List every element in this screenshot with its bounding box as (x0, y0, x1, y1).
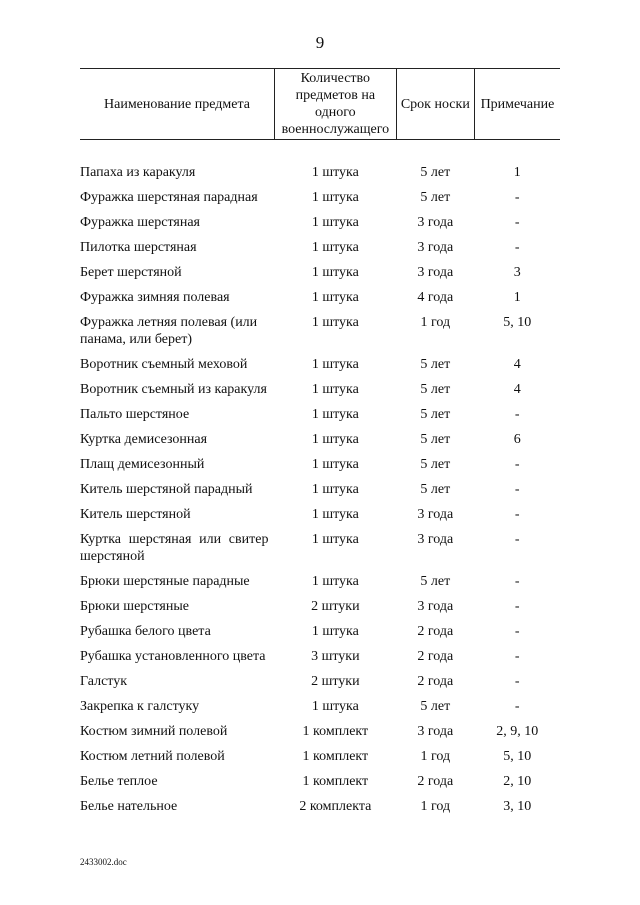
item-note: 3, 10 (503, 799, 532, 814)
item-note: - (514, 190, 520, 205)
items-table (80, 68, 560, 819)
item-quantity: 1 штука (311, 624, 359, 639)
item-note: - (514, 407, 520, 422)
item-term: 1 год (420, 749, 451, 764)
item-note: - (514, 507, 520, 522)
page-number: 9 (315, 33, 325, 52)
table-row (80, 719, 560, 744)
table-row (80, 452, 560, 477)
table-row (80, 569, 560, 594)
item-note: - (514, 457, 520, 472)
item-term: 2 года (417, 649, 454, 664)
item-term: 5 лет (420, 190, 451, 205)
item-note: - (514, 215, 520, 230)
item-term: 5 лет (420, 382, 451, 397)
table-row (80, 310, 560, 352)
header-term: Срок носки (396, 69, 474, 140)
item-name: Воротник съемный меховой (80, 357, 248, 372)
table-row (80, 352, 560, 377)
item-term: 3 года (417, 215, 454, 230)
item-name: Белье теплое (80, 774, 158, 789)
item-term: 4 года (417, 290, 454, 305)
table-row (80, 185, 560, 210)
item-note: 3 (513, 265, 521, 280)
item-name: Фуражка зимняя полевая (80, 290, 230, 305)
table-row (80, 527, 560, 569)
item-name: Фуражка шерстяная (80, 215, 200, 230)
table-row (80, 769, 560, 794)
item-name: Куртка шерстяная или свитер шерстяной (80, 532, 269, 564)
table-row (80, 477, 560, 502)
item-note: - (514, 699, 520, 714)
item-term: 3 года (417, 240, 454, 255)
table-row (80, 694, 560, 719)
item-note: 6 (513, 432, 521, 447)
item-term: 1 год (420, 799, 451, 814)
item-quantity: 2 комплекта (299, 799, 372, 814)
item-name: Закрепка к галстуку (80, 699, 200, 714)
item-name: Фуражка летняя полевая (или панама, или берет) (80, 315, 258, 347)
header-note: Примечание (474, 69, 560, 140)
table-row (80, 285, 560, 310)
item-quantity: 2 штуки (311, 674, 360, 689)
item-term: 5 лет (420, 457, 451, 472)
item-quantity: 1 штука (311, 432, 359, 447)
item-quantity: 1 штука (311, 382, 359, 397)
item-term: 5 лет (420, 482, 451, 497)
item-quantity: 1 штука (311, 240, 359, 255)
item-note: - (514, 649, 520, 664)
table-row (80, 160, 560, 185)
item-term: 5 лет (420, 165, 451, 180)
table-row (80, 594, 560, 619)
table-row (80, 502, 560, 527)
item-note: 4 (513, 382, 521, 397)
table-body (80, 140, 560, 820)
item-term: 3 года (417, 507, 454, 522)
item-name: Рубашка установленного цвета (80, 649, 266, 664)
item-term: 2 года (417, 774, 454, 789)
item-quantity: 1 штука (311, 315, 359, 330)
item-term: 5 лет (420, 357, 451, 372)
item-name: Плащ демисезонный (80, 457, 205, 472)
item-name: Белье нательное (80, 799, 178, 814)
table-header-row (80, 69, 560, 140)
item-quantity: 1 штука (311, 190, 359, 205)
table-row (80, 794, 560, 819)
table-row (80, 402, 560, 427)
item-name: Папаха из каракуля (80, 165, 196, 180)
item-quantity: 1 штука (311, 407, 359, 422)
item-term: 3 года (417, 724, 454, 739)
table-row (80, 235, 560, 260)
item-quantity: 1 штука (311, 290, 359, 305)
item-note: 1 (513, 290, 521, 305)
item-name: Пилотка шерстяная (80, 240, 197, 255)
item-quantity: 1 штука (311, 482, 359, 497)
item-note: - (514, 574, 520, 589)
table-row (80, 644, 560, 669)
item-name: Воротник съемный из каракуля (80, 382, 267, 397)
table-row (80, 744, 560, 769)
item-name: Китель шерстяной парадный (80, 482, 253, 497)
item-name: Брюки шерстяные (80, 599, 189, 614)
item-name: Китель шерстяной (80, 507, 191, 522)
header-quantity: Количество предметов на одного военнослужащего (274, 69, 396, 140)
table-row (80, 377, 560, 402)
table-row (80, 260, 560, 285)
item-term: 5 лет (420, 574, 451, 589)
table-row (80, 427, 560, 452)
item-term: 3 года (417, 532, 454, 547)
item-term: 5 лет (420, 407, 451, 422)
item-note: - (514, 240, 520, 255)
item-note: - (514, 599, 520, 614)
item-term: 5 лет (420, 699, 451, 714)
header-name: Наименование предмета (80, 69, 274, 140)
item-name: Фуражка шерстяная парадная (80, 190, 258, 205)
item-name: Пальто шерстяное (80, 407, 190, 422)
item-name: Костюм зимний полевой (80, 724, 228, 739)
item-quantity: 1 комплект (302, 774, 369, 789)
item-term: 2 года (417, 674, 454, 689)
item-quantity: 1 штука (311, 532, 359, 547)
table-spacer (80, 140, 560, 161)
document-filename: 2433002.doc (80, 857, 127, 867)
item-note: 4 (513, 357, 521, 372)
item-note: 1 (513, 165, 521, 180)
table-row (80, 210, 560, 235)
item-note: 5, 10 (503, 749, 532, 764)
item-name: Куртка демисезонная (80, 432, 208, 447)
item-quantity: 1 штука (311, 457, 359, 472)
item-quantity: 1 комплект (302, 749, 369, 764)
table-row (80, 619, 560, 644)
item-quantity: 1 штука (311, 265, 359, 280)
item-note: - (514, 624, 520, 639)
item-quantity: 1 комплект (302, 724, 369, 739)
item-term: 1 год (420, 315, 451, 330)
item-quantity: 3 штуки (311, 649, 360, 664)
item-name: Галстук (80, 674, 128, 689)
item-name: Берет шерстяной (80, 265, 182, 280)
item-note: 2, 9, 10 (496, 724, 539, 739)
item-note: - (514, 674, 520, 689)
item-term: 3 года (417, 265, 454, 280)
item-note: 5, 10 (503, 315, 532, 330)
item-note: - (514, 532, 520, 547)
item-name: Костюм летний полевой (80, 749, 225, 764)
item-term: 5 лет (420, 432, 451, 447)
item-quantity: 1 штука (311, 507, 359, 522)
item-note: - (514, 482, 520, 497)
item-name: Рубашка белого цвета (80, 624, 211, 639)
item-quantity: 1 штука (311, 215, 359, 230)
item-term: 3 года (417, 599, 454, 614)
item-quantity: 1 штука (311, 165, 359, 180)
item-quantity: 1 штука (311, 699, 359, 714)
item-term: 2 года (417, 624, 454, 639)
item-quantity: 2 штуки (311, 599, 360, 614)
item-quantity: 1 штука (311, 357, 359, 372)
table-row (80, 669, 560, 694)
item-note: 2, 10 (503, 774, 532, 789)
item-quantity: 1 штука (311, 574, 359, 589)
item-name: Брюки шерстяные парадные (80, 574, 250, 589)
